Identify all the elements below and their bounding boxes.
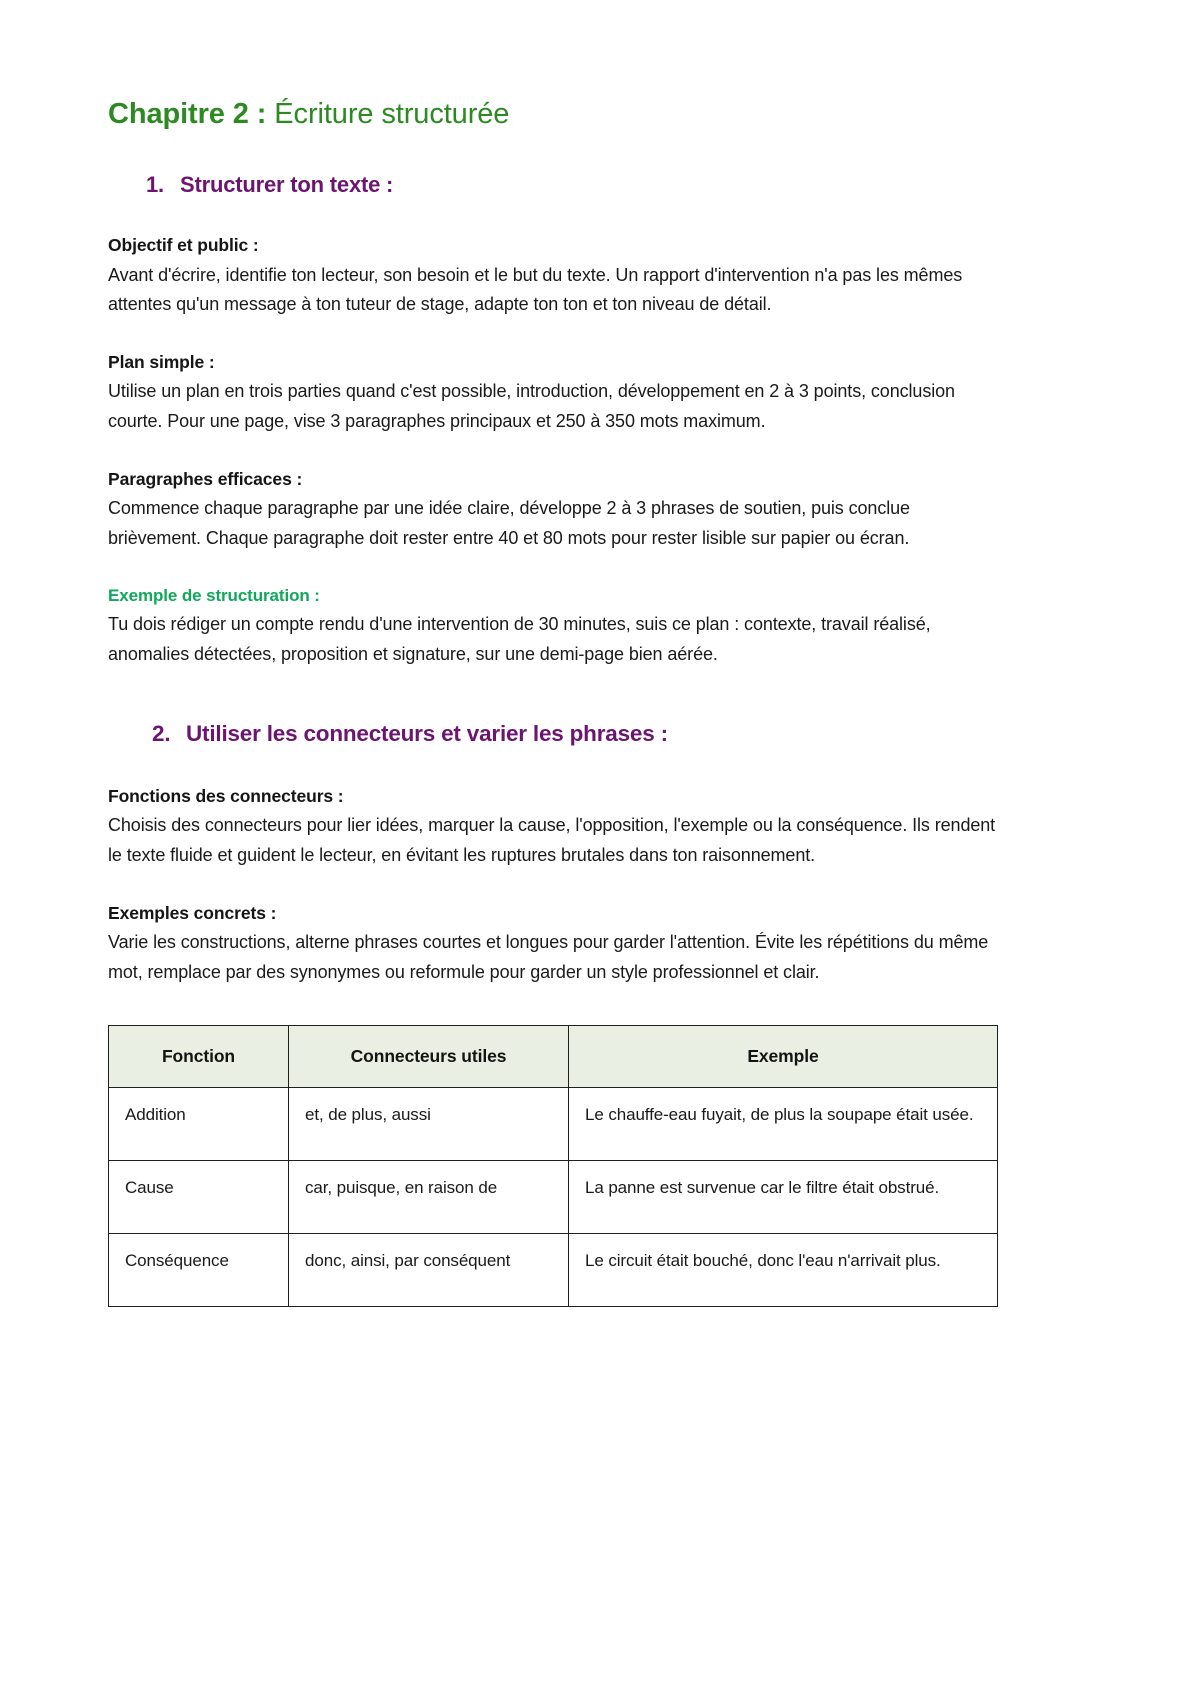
block-plan-simple xyxy=(108,349,1000,436)
cell-fonction: Cause xyxy=(109,1161,289,1234)
section-number-2: 2. xyxy=(152,721,171,747)
section-heading-1 xyxy=(108,172,1000,198)
page-title xyxy=(108,96,1000,132)
block-title-accent: Exemple de structuration : xyxy=(108,585,320,605)
block-title: Exemples concrets : xyxy=(108,903,277,924)
page-title-subject: Écriture structurée xyxy=(266,98,510,130)
block-body: Varie les constructions, alterne phrases courtes et longues pour garder l'attention. Évite les répétitions du même mot, remplace par des synonymes ou reformule pour garder un style professionnel et clair. xyxy=(108,932,989,982)
cell-exemple: Le chauffe-eau fuyait, de plus la soupape était usée. xyxy=(569,1088,998,1161)
table-row xyxy=(109,1234,998,1307)
section-title-1: Structurer ton texte : xyxy=(180,172,394,198)
section-heading-2 xyxy=(108,721,1000,747)
block-objectif-et-public xyxy=(108,232,1000,319)
block-fonctions-des-connecteurs xyxy=(108,783,1000,870)
block-paragraphes-efficaces xyxy=(108,466,1000,553)
cell-connecteurs: car, puisque, en raison de xyxy=(289,1161,569,1234)
block-body: Utilise un plan en trois parties quand c'est possible, introduction, développement en 2 à 3 points, conclusion courte. Pour une page, vise 3 paragraphes principaux et 250 à 350 mots maximum. xyxy=(108,381,955,431)
cell-fonction: Conséquence xyxy=(109,1234,289,1307)
section-number-1: 1. xyxy=(146,172,164,198)
connectors-table xyxy=(108,1025,998,1307)
block-body: Choisis des connecteurs pour lier idées, marquer la cause, l'opposition, l'exemple ou la conséquence. Ils rendent le texte fluide et guident le lecteur, en évitant les ruptures brutales dans ton raisonnement. xyxy=(108,815,996,865)
page-title-chapter: Chapitre 2 : xyxy=(108,98,267,130)
table-body xyxy=(109,1088,998,1307)
block-exemple-de-structuration xyxy=(108,583,1000,669)
block-title: Fonctions des connecteurs : xyxy=(108,786,344,807)
block-body: Avant d'écrire, identifie ton lecteur, son besoin et le but du texte. Un rapport d'intervention n'a pas les mêmes attentes qu'un message à ton tuteur de stage, adapte ton ton et ton niveau de détail. xyxy=(108,264,963,314)
table-header-exemple: Exemple xyxy=(569,1025,998,1087)
block-title: Objectif et public : xyxy=(108,235,259,256)
table-header xyxy=(109,1025,998,1087)
block-title: Paragraphes efficaces : xyxy=(108,469,303,490)
cell-exemple: La panne est survenue car le filtre était obstrué. xyxy=(569,1161,998,1234)
section-title-2: Utiliser les connecteurs et varier les phrases : xyxy=(186,721,668,747)
table-header-row xyxy=(109,1025,998,1087)
block-title: Plan simple : xyxy=(108,352,215,373)
block-body: Tu dois rédiger un compte rendu d'une intervention de 30 minutes, suis ce plan : contexte, travail réalisé, anomalies détectées, proposition et signature, sur une demi-page bien aérée. xyxy=(108,614,931,664)
block-exemples-concrets xyxy=(108,900,1000,987)
cell-connecteurs: donc, ainsi, par conséquent xyxy=(289,1234,569,1307)
table-header-connecteurs: Connecteurs utiles xyxy=(289,1025,569,1087)
table-row xyxy=(109,1161,998,1234)
table-header-fonction: Fonction xyxy=(109,1025,289,1087)
cell-fonction: Addition xyxy=(109,1088,289,1161)
cell-exemple: Le circuit était bouché, donc l'eau n'arrivait plus. xyxy=(569,1234,998,1307)
cell-connecteurs: et, de plus, aussi xyxy=(289,1088,569,1161)
block-body: Commence chaque paragraphe par une idée claire, développe 2 à 3 phrases de soutien, puis conclue brièvement. Chaque paragraphe doit rester entre 40 et 80 mots pour rester lisible sur papier ou écran. xyxy=(108,498,910,548)
table-row xyxy=(109,1088,998,1161)
